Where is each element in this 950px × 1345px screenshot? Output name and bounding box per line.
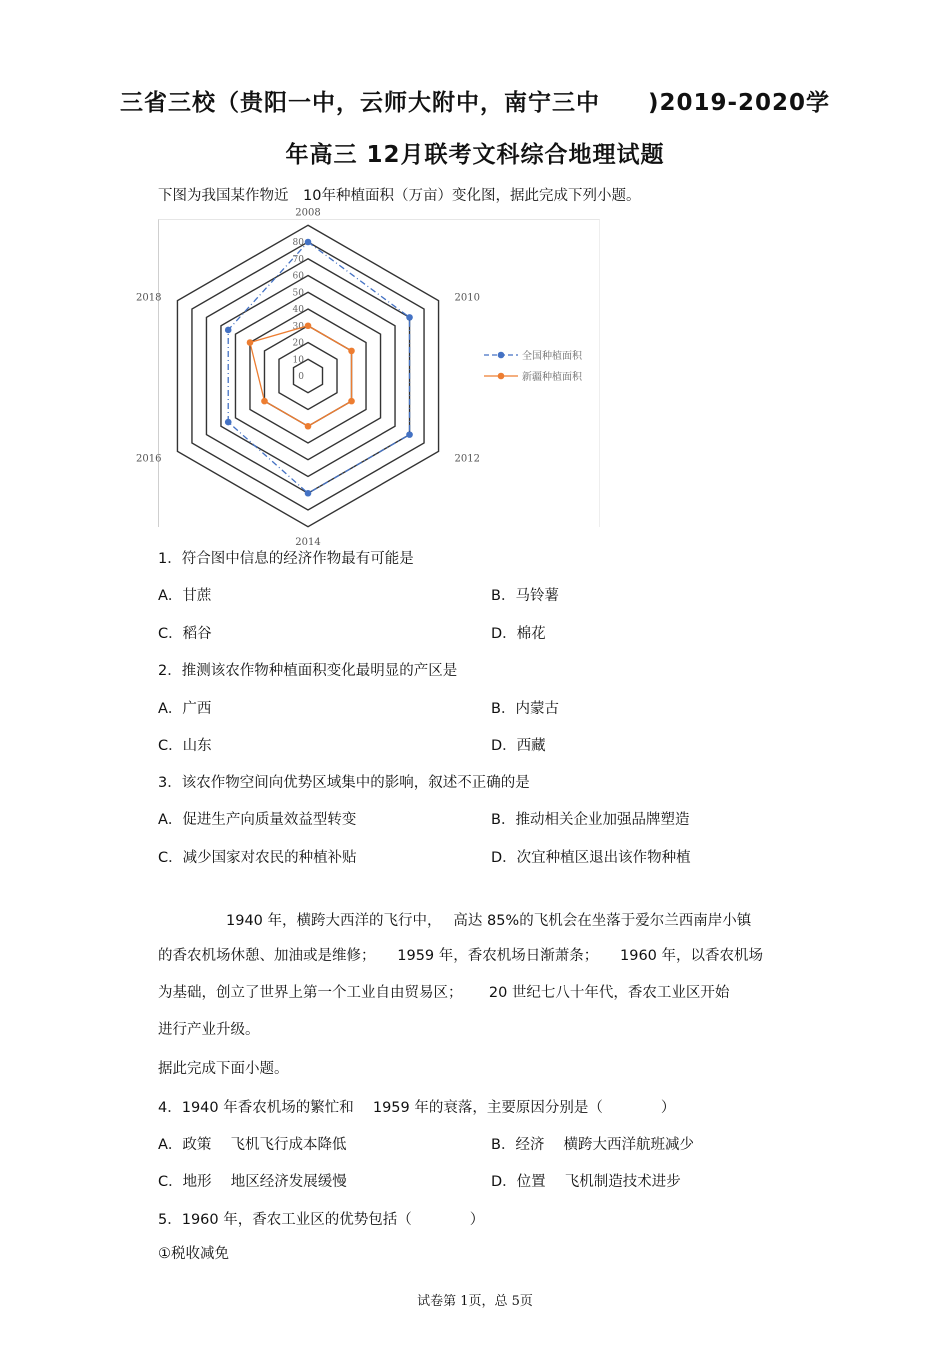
radar-series-point [305, 239, 312, 246]
radar-gridline [279, 343, 337, 410]
radar-tick-label: 60 [292, 271, 304, 282]
passage-line-3: 为基础，创立了世界上第一个工业自由贸易区； 20 世纪七八十年代，香农工业区开始 [158, 985, 730, 1001]
legend-label: 全国种植面积 [522, 351, 582, 362]
question-4-option-a: A．政策 飞机飞行成本降低 [158, 1137, 347, 1153]
radar-series-point [305, 322, 312, 329]
question-1-option-a: A．甘蔗 [158, 588, 212, 604]
question-2-option-c: C．山东 [158, 738, 212, 754]
radar-series-point [225, 327, 232, 334]
question-4-option-c: C．地形 地区经济发展缓慢 [158, 1174, 347, 1190]
passage-line-2: 的香农机场休憩、加油或是维修； 1959 年，香农机场日渐萧条； 1960 年，以香农机场 [158, 948, 764, 964]
radar-gridline [221, 276, 395, 477]
radar-category-label: 2012 [454, 453, 481, 465]
intro-text: 下图为我国某作物近 10年种植面积（万亩）变化图，据此完成下列小题。 [158, 188, 641, 204]
radar-gridline [264, 326, 351, 427]
radar-series-point [225, 419, 232, 426]
radar-series-point [261, 398, 268, 405]
question-3-option-d: D．次宜种植区退出该作物种植 [491, 850, 691, 866]
radar-series-point [406, 314, 413, 321]
question-3-option-c: C．减少国家对农民的种植补贴 [158, 850, 357, 866]
question-3-option-b: B．推动相关企业加强品牌塑造 [491, 812, 690, 828]
radar-category-label: 2014 [295, 536, 321, 548]
radar-category-label: 2008 [295, 207, 321, 219]
question-4-option-d: D．位置 飞机制造技术进步 [491, 1174, 681, 1190]
radar-gridline [177, 225, 438, 527]
title-line-1: 三省三校（贵阳一中，云师大附中，南宁三中 )2019-2020学 [119, 90, 831, 116]
radar-gridline [192, 242, 424, 510]
question-2-option-d: D．西藏 [491, 738, 546, 754]
radar-series-point [305, 423, 312, 430]
radar-category-label: 2018 [135, 292, 162, 304]
radar-category-label: 2016 [135, 453, 162, 465]
passage-instruction: 据此完成下面小题。 [158, 1061, 289, 1077]
radar-gridline [206, 259, 409, 494]
radar-chart [135, 207, 599, 548]
page-footer: 试卷第 1页，总 5页 [417, 1294, 533, 1309]
radar-tick-label: 30 [292, 321, 304, 332]
question-1-option-d: D．棉花 [491, 626, 546, 642]
legend-label: 新疆种植面积 [522, 372, 582, 383]
question-2-stem: 2．推测该农作物种植面积变化最明显的产区是 [158, 663, 458, 679]
radar-tick-label: 70 [292, 254, 304, 265]
radar-tick-label: 50 [292, 288, 304, 299]
question-1-stem: 1．符合图中信息的经济作物最有可能是 [158, 551, 414, 567]
question-4-stem: 4．1940 年香农机场的繁忙和 1959 年的衰落，主要原因分别是（ ） [158, 1100, 676, 1116]
legend-marker [498, 373, 505, 380]
question-2-option-b: B．内蒙古 [491, 701, 559, 717]
title-line-2: 年高三 12月联考文科综合地理试题 [285, 142, 665, 168]
radar-gridline [250, 309, 366, 443]
question-3-stem: 3．该农作物空间向优势区域集中的影响，叙述不正确的是 [158, 775, 530, 791]
radar-chart-frame [135, 207, 600, 548]
radar-tick-label: 40 [292, 305, 304, 315]
radar-series-line [228, 242, 409, 493]
question-3-option-a: A．促进生产向质量效益型转变 [158, 812, 357, 828]
question-5-item-1: ①税收减免 [158, 1246, 229, 1262]
radar-tick-label: 20 [292, 338, 304, 349]
radar-series-point [247, 339, 254, 346]
passage-line-4: 进行产业升级。 [158, 1022, 260, 1038]
question-5-stem: 5．1960 年，香农工业区的优势包括（ ） [158, 1212, 485, 1228]
radar-category-label: 2010 [454, 292, 481, 304]
radar-tick-label: 10 [292, 355, 304, 366]
radar-series-point [305, 490, 312, 497]
question-4-option-b: B．经济 横跨大西洋航班减少 [491, 1137, 695, 1153]
radar-series-point [406, 431, 413, 438]
question-1-option-c: C．稻谷 [158, 626, 212, 642]
legend-marker [498, 352, 505, 359]
radar-series-point [348, 398, 355, 405]
radar-tick-label: 80 [292, 238, 304, 248]
passage-line-1: 1940 年，横跨大西洋的飞行中， 高达 85%的飞机会在坐落于爱尔兰西南岸小镇 [226, 913, 752, 929]
question-2-option-a: A．广西 [158, 701, 212, 717]
radar-tick-label: 0 [298, 372, 304, 382]
radar-gridline [235, 292, 380, 460]
radar-series-point [348, 348, 355, 355]
question-1-option-b: B．马铃薯 [491, 588, 559, 604]
